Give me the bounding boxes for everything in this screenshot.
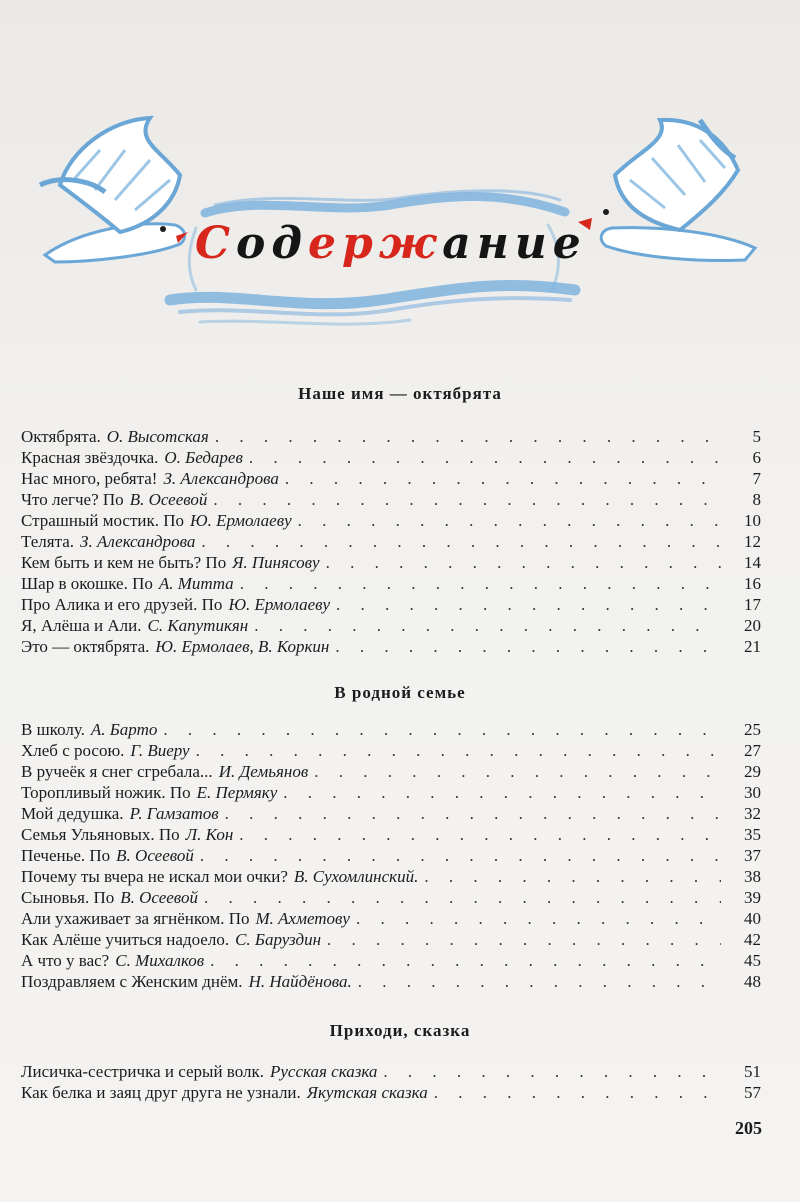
entry-author: Русская сказка [269, 1062, 378, 1081]
entry-page: 14 [744, 553, 761, 572]
toc-list [21, 1061, 761, 1103]
entry-title: В ручеёк я снег сгребала... [21, 762, 213, 781]
dot-leader [326, 552, 721, 573]
entry-page: 40 [744, 909, 761, 928]
toc-entry [21, 719, 761, 740]
entry-title: Как Алёше учиться надоело. [21, 930, 230, 949]
entry-page: 7 [752, 469, 761, 488]
toc-entry [21, 636, 761, 657]
entry-title: Красная звёздочка. [21, 448, 159, 467]
entry-page: 37 [744, 846, 761, 865]
entry-title: Что легче? По [21, 490, 124, 509]
entry-author: А. Барто [90, 720, 158, 739]
toc-entry [21, 1082, 761, 1103]
entry-page: 51 [744, 1062, 761, 1081]
dove-right-icon [578, 120, 755, 261]
dot-leader [327, 929, 721, 950]
toc-entry [21, 908, 761, 929]
dot-leader [215, 426, 721, 447]
entry-author: В. Осеевой [116, 846, 194, 865]
dot-leader [239, 824, 721, 845]
entry-page: 32 [744, 804, 761, 823]
toc-entry [21, 740, 761, 761]
entry-author: Якутская сказка [306, 1083, 428, 1102]
entry-title: Это — октябрята. [21, 637, 150, 656]
entry-author: В. Сухомлинский. [293, 867, 419, 886]
entry-author: М. Ахметову [255, 909, 350, 928]
toc-entry [21, 615, 761, 636]
entry-author: Ю. Ермолаеву [190, 511, 292, 530]
entry-page: 25 [744, 720, 761, 739]
entry-author: З. Александрова [80, 532, 196, 551]
dot-leader [285, 468, 721, 489]
entry-title: Хлеб с росою. [21, 741, 125, 760]
entry-author: А. Митта [158, 574, 234, 593]
toc-entry [21, 824, 761, 845]
dot-leader [196, 740, 721, 761]
dot-leader [225, 803, 721, 824]
dot-leader [240, 573, 721, 594]
dot-leader [336, 594, 721, 615]
toc-entry [21, 552, 761, 573]
entry-author: Л. Кон [185, 825, 234, 844]
toc-entry [21, 489, 761, 510]
entry-page: 30 [744, 783, 761, 802]
toc-entry [21, 929, 761, 950]
entry-page: 21 [744, 637, 761, 656]
entry-title: Торопливый ножик. По [21, 783, 191, 802]
toc-entry [21, 803, 761, 824]
entry-page: 8 [752, 490, 761, 509]
entry-title: Лисичка-сестричка и серый волк. [21, 1062, 264, 1081]
entry-page: 29 [744, 762, 761, 781]
toc-entry [21, 573, 761, 594]
entry-page: 48 [744, 972, 761, 991]
entry-page: 5 [752, 427, 761, 446]
toc-entry [21, 426, 761, 447]
entry-title: Кем быть и кем не быть? По [21, 553, 227, 572]
dot-leader [424, 866, 721, 887]
entry-title: Печенье. По [21, 846, 111, 865]
page-number: 205 [735, 1118, 762, 1138]
entry-title: Октябрята. [21, 427, 101, 446]
entry-author: В. Осеевой [129, 490, 208, 509]
entry-title: Я, Алёша и Али. [21, 616, 142, 635]
entry-title: Как белка и заяц друг друга не узнали. [21, 1083, 301, 1102]
entry-author: Н. Найдёнова. [248, 972, 352, 991]
toc-entry [21, 971, 761, 992]
dot-leader [283, 782, 721, 803]
dot-leader [210, 950, 721, 971]
entry-title: Семья Ульяновых. По [21, 825, 180, 844]
entry-title: Почему ты вчера не искал мои очки? [21, 867, 288, 886]
page-title: Содержание [195, 218, 587, 269]
entry-title: Сыновья. По [21, 888, 115, 907]
toc-list [21, 719, 761, 992]
entry-title: Про Алика и его друзей. По [21, 595, 223, 614]
entry-page: 27 [744, 741, 761, 760]
entry-title: В школу. [21, 720, 85, 739]
dot-leader [298, 510, 721, 531]
entry-author: С. Капутикян [147, 616, 249, 635]
entry-title: Али ухаживает за ягнёнком. По [21, 909, 250, 928]
dot-leader [213, 489, 721, 510]
entry-author: И. Демьянов [218, 762, 309, 781]
entry-page: 35 [744, 825, 761, 844]
dot-leader [254, 615, 721, 636]
section-heading: Наше имя — октябрята [298, 384, 502, 403]
toc-entry [21, 468, 761, 489]
entry-page: 16 [744, 574, 761, 593]
entry-page: 57 [744, 1083, 761, 1102]
entry-author: О. Высотская [106, 427, 209, 446]
header-illustration [0, 0, 800, 360]
toc-entry [21, 887, 761, 908]
dot-leader [200, 845, 721, 866]
entry-author: Р. Гамзатов [129, 804, 219, 823]
entry-title: Поздравляем с Женским днём. [21, 972, 243, 991]
toc-entry [21, 447, 761, 468]
dot-leader [356, 908, 721, 929]
dot-leader [335, 636, 721, 657]
entry-title: Страшный мостик. По [21, 511, 185, 530]
toc-entry [21, 531, 761, 552]
entry-author: Е. Пермяку [196, 783, 278, 802]
entry-title: А что у вас? [21, 951, 110, 970]
title-initial: С [195, 218, 237, 269]
entry-author: Ю. Ермолаев, В. Коркин [155, 637, 330, 656]
entry-author: Г. Виеру [130, 741, 190, 760]
entry-page: 17 [744, 595, 761, 614]
entry-author: С. Михалков [115, 951, 205, 970]
entry-title: Мой дедушка. [21, 804, 124, 823]
dot-leader [204, 887, 721, 908]
entry-author: Ю. Ермолаеву [228, 595, 331, 614]
dot-leader [201, 531, 721, 552]
entry-title: Нас много, ребята! [21, 469, 158, 488]
entry-author: С. Баруздин [235, 930, 321, 949]
entry-title: Телята. [21, 532, 75, 551]
entry-page: 6 [752, 448, 761, 467]
entry-page: 10 [744, 511, 761, 530]
entry-page: 45 [744, 951, 761, 970]
dot-leader [383, 1061, 721, 1082]
section-heading: В родной семье [334, 683, 466, 702]
toc-entry [21, 1061, 761, 1082]
section-heading: Приходи, сказка [329, 1021, 471, 1040]
entry-author: Я. Пинясову [232, 553, 320, 572]
dot-leader [163, 719, 721, 740]
toc-entry [21, 594, 761, 615]
entry-page: 38 [744, 867, 761, 886]
dot-leader [249, 447, 721, 468]
entry-author: З. Александрова [163, 469, 279, 488]
toc-list [21, 426, 761, 657]
toc-entry [21, 866, 761, 887]
toc-entry [21, 510, 761, 531]
toc-entry [21, 845, 761, 866]
entry-page: 42 [744, 930, 761, 949]
entry-author: В. Осеевой [120, 888, 198, 907]
toc-entry [21, 761, 761, 782]
entry-title: Шар в окошке. По [21, 574, 153, 593]
entry-page: 20 [744, 616, 761, 635]
dot-leader [358, 971, 721, 992]
toc-entry [21, 782, 761, 803]
dove-left-icon [40, 118, 188, 262]
entry-author: О. Бедарев [164, 448, 243, 467]
entry-page: 39 [744, 888, 761, 907]
dot-leader [314, 761, 721, 782]
toc-entry [21, 950, 761, 971]
entry-page: 12 [744, 532, 761, 551]
dot-leader [434, 1082, 721, 1103]
